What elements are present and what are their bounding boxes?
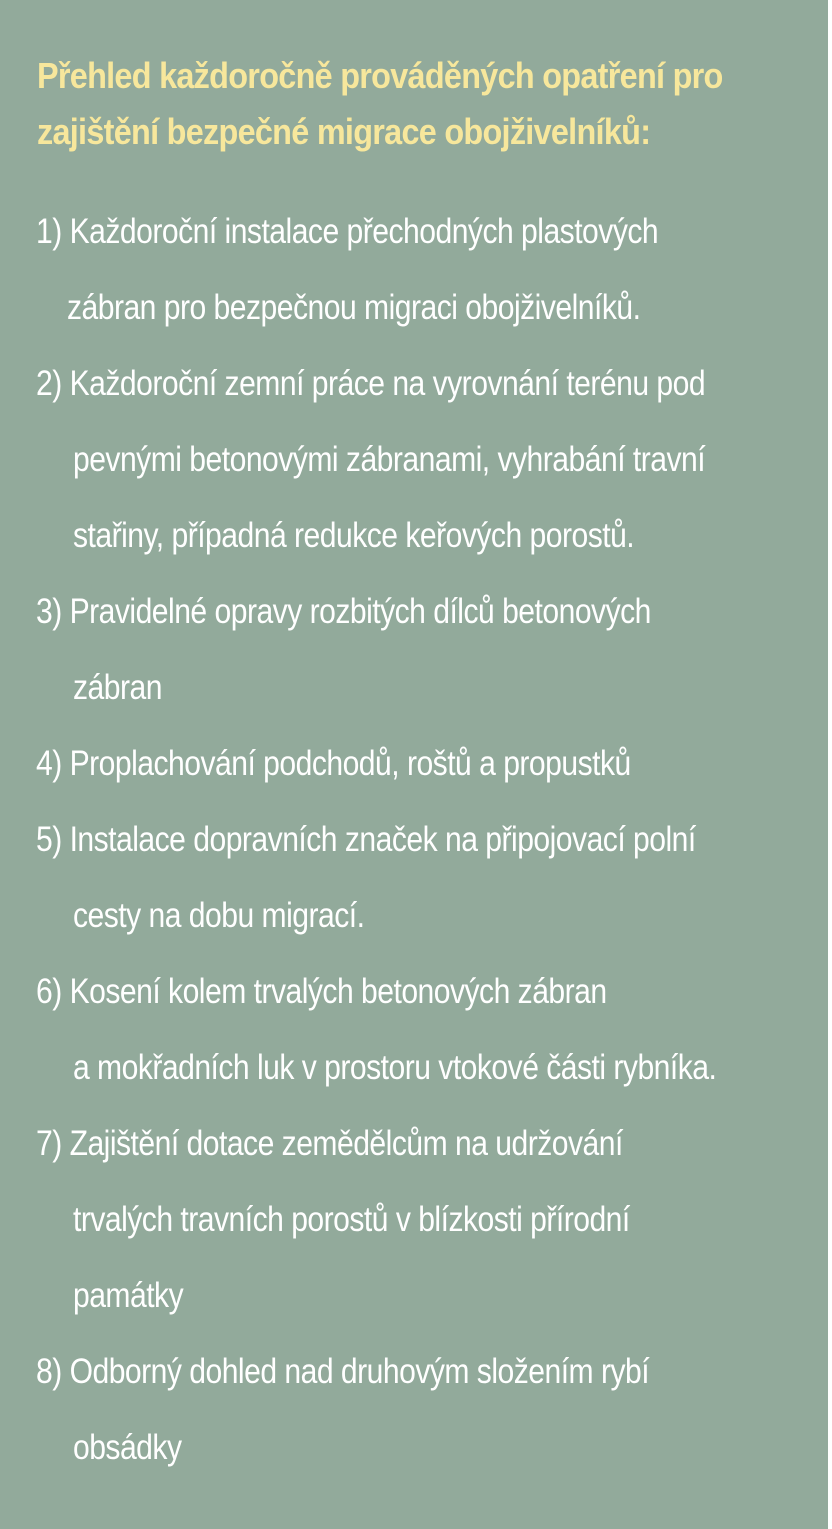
- item-line: 1) Každoroční instalace přechodných plastových: [36, 212, 659, 251]
- list-item: [36, 960, 776, 1112]
- heading-line: zajištění bezpečné migrace obojživelníků:: [37, 111, 651, 152]
- item-line: pevnými betonovými zábranami, vyhrabání travní: [72, 440, 706, 479]
- item-line: zábran pro bezpečnou migraci obojživelníků.: [66, 288, 641, 327]
- measures-list: [36, 200, 776, 1492]
- list-item: [36, 200, 776, 352]
- heading-line: Přehled každoročně prováděných opatření pro: [37, 55, 723, 96]
- item-line: památky: [72, 1276, 184, 1315]
- item-line: stařiny, případná redukce keřových porostů.: [72, 516, 635, 555]
- item-line: cesty na dobu migrací.: [72, 896, 365, 935]
- list-item: [36, 808, 776, 960]
- item-line: trvalých travních porostů v blízkosti přírodní: [72, 1200, 630, 1239]
- list-item: [36, 1340, 776, 1492]
- list-item: [36, 1112, 776, 1340]
- item-line: zábran: [72, 668, 162, 707]
- list-item: [36, 580, 776, 732]
- item-line: 4) Proplachování podchodů, roštů a propustků: [36, 744, 631, 783]
- item-line: 7) Zajištění dotace zemědělcům na udržování: [36, 1124, 623, 1163]
- item-line: 2) Každoroční zemní práce na vyrovnání terénu pod: [36, 364, 706, 403]
- item-line: a mokřadních luk v prostoru vtokové části rybníka.: [72, 1048, 717, 1087]
- item-line: 6) Kosení kolem trvalých betonových zábran: [36, 972, 607, 1011]
- item-line: 3) Pravidelné opravy rozbitých dílců betonových: [36, 592, 651, 631]
- item-line: 8) Odborný dohled nad druhovým složením rybí: [36, 1352, 650, 1391]
- item-line: 5) Instalace dopravních značek na připojovací polní: [36, 820, 696, 859]
- list-item: [36, 352, 776, 580]
- list-item: [36, 732, 776, 808]
- box-heading: [37, 48, 739, 160]
- item-line: obsádky: [72, 1428, 182, 1467]
